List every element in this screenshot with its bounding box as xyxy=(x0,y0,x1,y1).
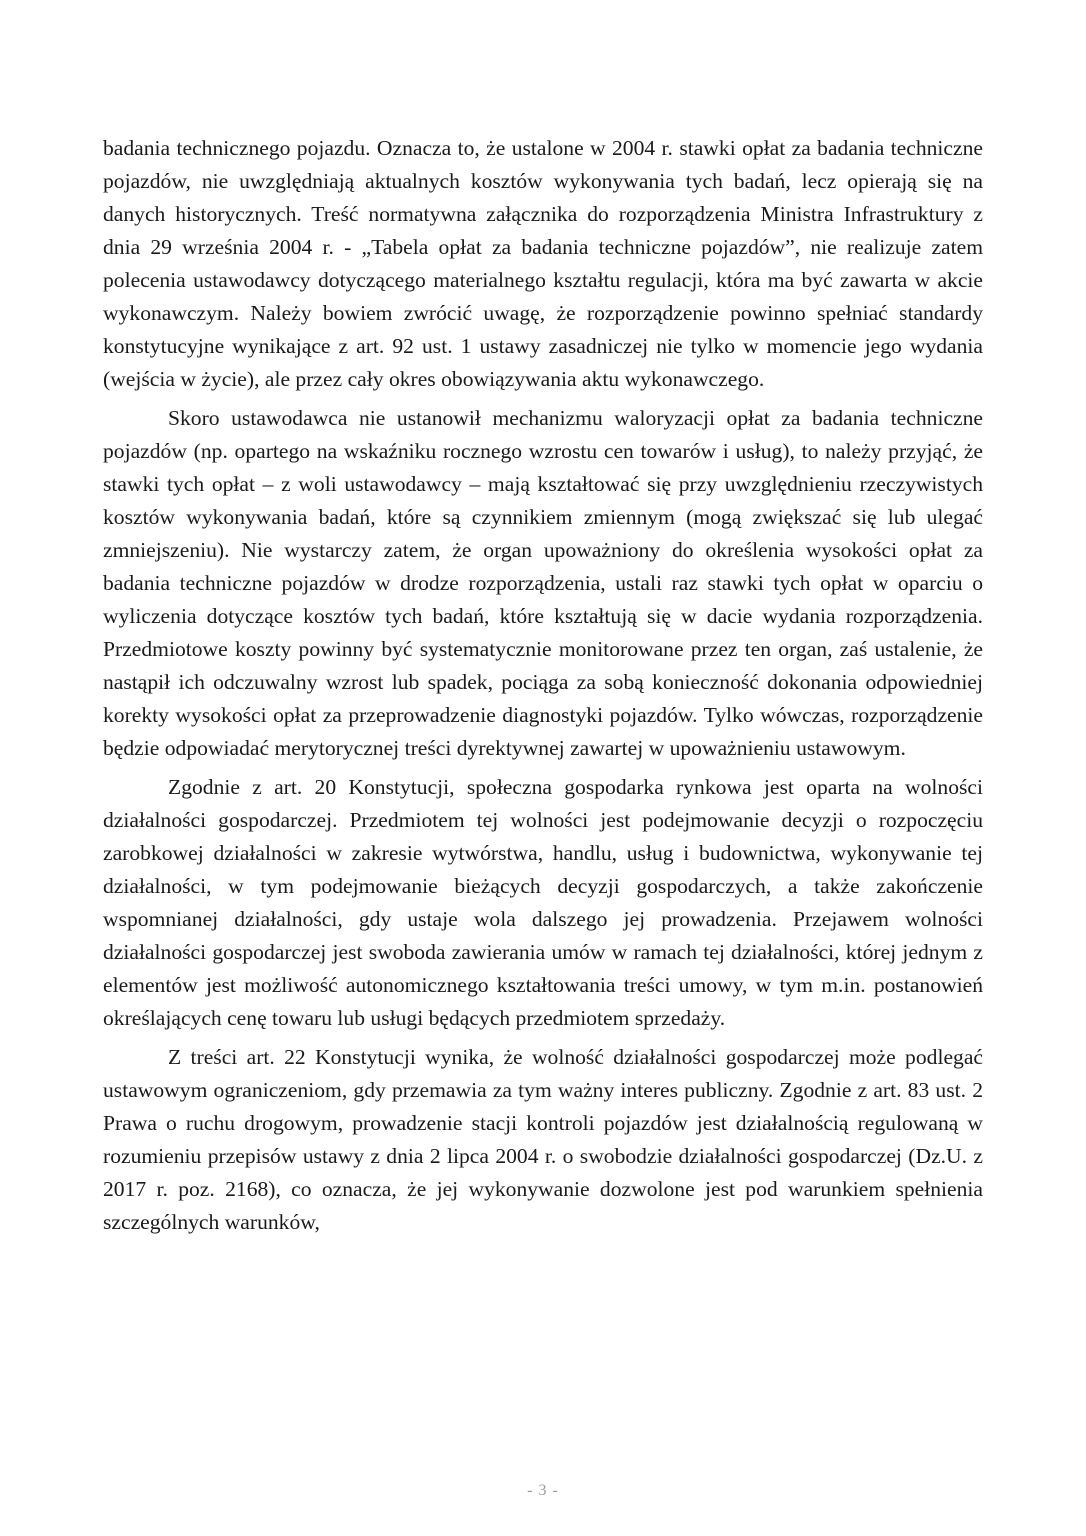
page-body xyxy=(103,132,983,1239)
paragraph-2: Skoro ustawodawca nie ustanowił mechanizmu waloryzacji opłat za badania techniczne pojazdów (np. opartego na wskaźniku rocznego wzrostu cen towarów i usług), to należy przyjąć, że stawki tych opłat – z woli ustawodawcy – mają kształtować się przy uwzględnieniu rzeczywistych kosztów wykonywania badań, które są czynnikiem zmiennym (mogą zwiększać się lub ulegać zmniejszeniu). Nie wystarczy zatem, że organ upoważniony do określenia wysokości opłat za badania techniczne pojazdów w drodze rozporządzenia, ustali raz stawki tych opłat w oparciu o wyliczenia dotyczące kosztów tych badań, które kształtują się w dacie wydania rozporządzenia. Przedmiotowe koszty powinny być systematycznie monitorowane przez ten organ, zaś ustalenie, że nastąpił ich odczuwalny wzrost lub spadek, pociąga za sobą konieczność dokonania odpowiedniej korekty wysokości opłat za przeprowadzenie diagnostyki pojazdów. Tylko wówczas, rozporządzenie będzie odpowiadać merytorycznej treści dyrektywnej zawartej w upoważnieniu ustawowym. xyxy=(103,406,983,760)
paragraph-4: Z treści art. 22 Konstytucji wynika, że wolność działalności gospodarczej może podlegać ustawowym ograniczeniom, gdy przemawia za tym ważny interes publiczny. Zgodnie z art. 83 ust. 2 Prawa o ruchu drogowym, prowadzenie stacji kontroli pojazdów jest działalnością regulowaną w rozumieniu przepisów ustawy z dnia 2 lipca 2004 r. o swobodzie działalności gospodarczej (Dz.U. z 2017 r. poz. 2168), co oznacza, że jej wykonywanie dozwolone jest pod warunkiem spełnienia szczególnych warunków, xyxy=(103,1045,983,1234)
page-number: - 3 - xyxy=(527,1482,559,1499)
paragraph-1: badania technicznego pojazdu. Oznacza to, że ustalone w 2004 r. stawki opłat za badania techniczne pojazdów, nie uwzględniają aktualnych kosztów wykonywania tych badań, lecz opierają się na danych historycznych. Treść normatywna załącznika do rozporządzenia Ministra Infrastruktury z dnia 29 września 2004 r. - „Tabela opłat za badania techniczne pojazdów”, nie realizuje zatem polecenia ustawodawcy dotyczącego materialnego kształtu regulacji, która ma być zawarta w akcie wykonawczym. Należy bowiem zwrócić uwagę, że rozporządzenie powinno spełniać standardy konstytucyjne wynikające z art. 92 ust. 1 ustawy zasadniczej nie tylko w momencie jego wydania (wejścia w życie), ale przez cały okres obowiązywania aktu wykonawczego. xyxy=(103,136,983,391)
paragraph-3: Zgodnie z art. 20 Konstytucji, społeczna gospodarka rynkowa jest oparta na wolności działalności gospodarczej. Przedmiotem tej wolności jest podejmowanie decyzji o rozpoczęciu zarobkowej działalności w zakresie wytwórstwa, handlu, usług i budownictwa, wykonywanie tej działalności, w tym podejmowanie bieżących decyzji gospodarczych, a także zakończenie wspomnianej działalności, gdy ustaje wola dalszego jej prowadzenia. Przejawem wolności działalności gospodarczej jest swoboda zawierania umów w ramach tej działalności, której jednym z elementów jest możliwość autonomicznego kształtowania treści umowy, w tym m.in. postanowień określających cenę towaru lub usługi będących przedmiotem sprzedaży. xyxy=(103,775,983,1030)
